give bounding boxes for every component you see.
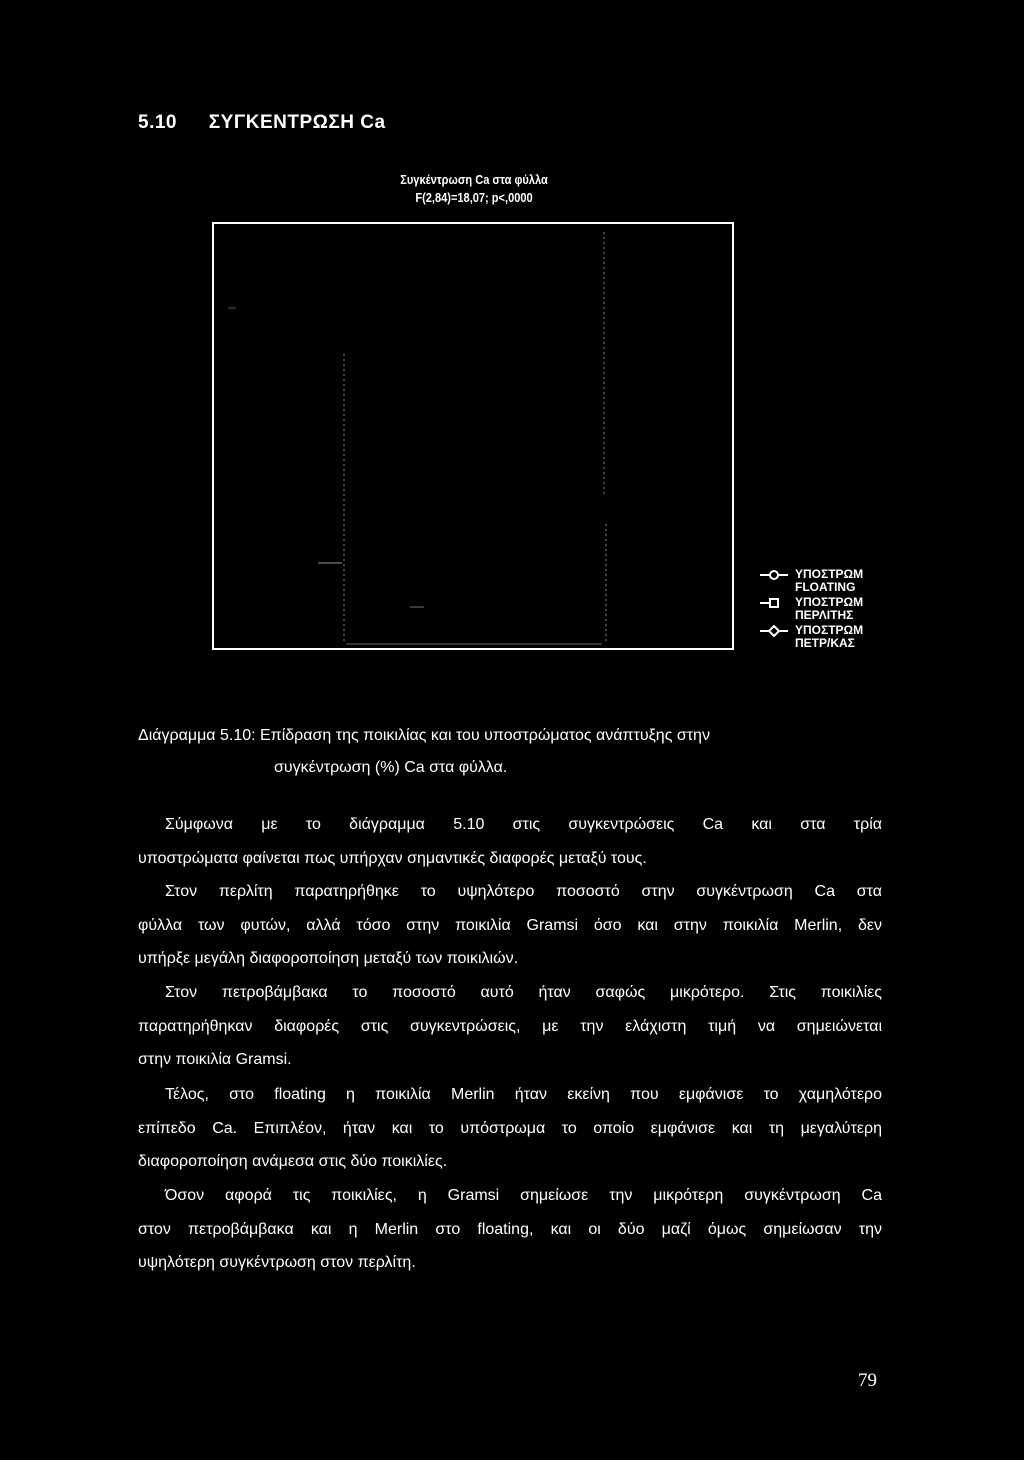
figure-caption: Διάγραμμα 5.10: Επίδραση της ποικιλίας και του υποστρώματος ανάπτυξης στην	[138, 727, 710, 744]
legend-item-perlite	[760, 596, 863, 622]
text-line: υψηλότερη συγκέντρωση στον περλίτη.	[138, 1254, 416, 1271]
text-line: στον πετροβάμβακα και η Merlin στο floating, και οι δύο μαζί όμως σημείωσαν την	[138, 1220, 882, 1238]
text-line: φύλλα των φυτών, αλλά τόσο στην ποικιλία Gramsi όσο και στην ποικιλία Merlin, δεν	[138, 916, 882, 934]
chart-faint-marks	[214, 224, 732, 648]
legend-square-marker-icon	[760, 597, 788, 609]
text-line: Σύμφωνα με το διάγραμμα 5.10 στις συγκεντρώσεις Ca και στα τρία	[165, 816, 882, 833]
chart-legend	[760, 568, 863, 652]
legend-diamond-marker-icon	[760, 625, 788, 637]
section-title: ΣΥΓΚΕΝΤΡΩΣΗ Ca	[208, 112, 386, 133]
text-line: υποστρώματα φαίνεται πως υπήρχαν σημαντικές διαφορές μεταξύ τους.	[138, 849, 647, 867]
text-line: Στον πετροβάμβακα το ποσοστό αυτό ήταν σαφώς μικρότερο. Στις ποικιλίες	[165, 984, 882, 1001]
section-number: 5.10	[138, 112, 177, 133]
section-heading	[138, 112, 386, 134]
text-line: υπήρξε μεγάλη διαφοροποίηση μεταξύ των ποικιλιών.	[138, 950, 519, 967]
text-line: παρατηρήθηκαν διαφορές στις συγκεντρώσεις, με την ελάχιστη τιμή να σημειώνεται	[138, 1017, 882, 1035]
legend-label: ΥΠΟΣΤΡΩΜ ΠΕΤΡ/ΚΑΣ	[795, 623, 864, 650]
paragraph	[138, 815, 882, 882]
text-line: επίπεδο Ca. Επιπλέον, ήταν και το υπόστρωμα το οποίο εμφάνισε και τη μεγαλύτερη	[138, 1119, 882, 1137]
page-number: 79	[858, 1370, 877, 1391]
text-line: διαφοροποίηση ανάμεσα στις δύο ποικιλίες.	[138, 1153, 448, 1170]
legend-item-floating	[760, 568, 863, 594]
paragraph	[138, 882, 882, 983]
paragraph	[138, 1186, 882, 1287]
legend-circle-marker-icon	[760, 569, 788, 581]
text-line: Στον περλίτη παρατηρήθηκε το υψηλότερο ποσοστό στην συγκέντρωση Ca στα	[165, 883, 882, 900]
legend-item-rockwool	[760, 624, 863, 650]
chart-title: Συγκέντρωση Ca στα φύλλα	[400, 172, 548, 187]
legend-label: ΥΠΟΣΤΡΩΜ ΠΕΡΛΙΤΗΣ	[795, 595, 864, 622]
text-line: Τέλος, στο floating η ποικιλία Merlin ήταν εκείνη που εμφάνισε το χαμηλότερο	[165, 1086, 882, 1103]
text-line: Όσον αφορά τις ποικιλίες, η Gramsi σημείωσε την μικρότερη συγκέντρωση Ca	[165, 1187, 882, 1204]
chart-plot-area	[212, 222, 734, 650]
text-line: στην ποικιλία Gramsi.	[138, 1051, 292, 1068]
legend-label: ΥΠΟΣΤΡΩΜ FLOATING	[795, 567, 864, 594]
paragraph	[138, 1085, 882, 1186]
paragraph	[138, 983, 882, 1084]
figure-caption-continued: συγκέντρωση (%) Ca στα φύλλα.	[274, 759, 508, 776]
chart-statistic: F(2,84)=18,07; p<,0000	[415, 190, 533, 205]
